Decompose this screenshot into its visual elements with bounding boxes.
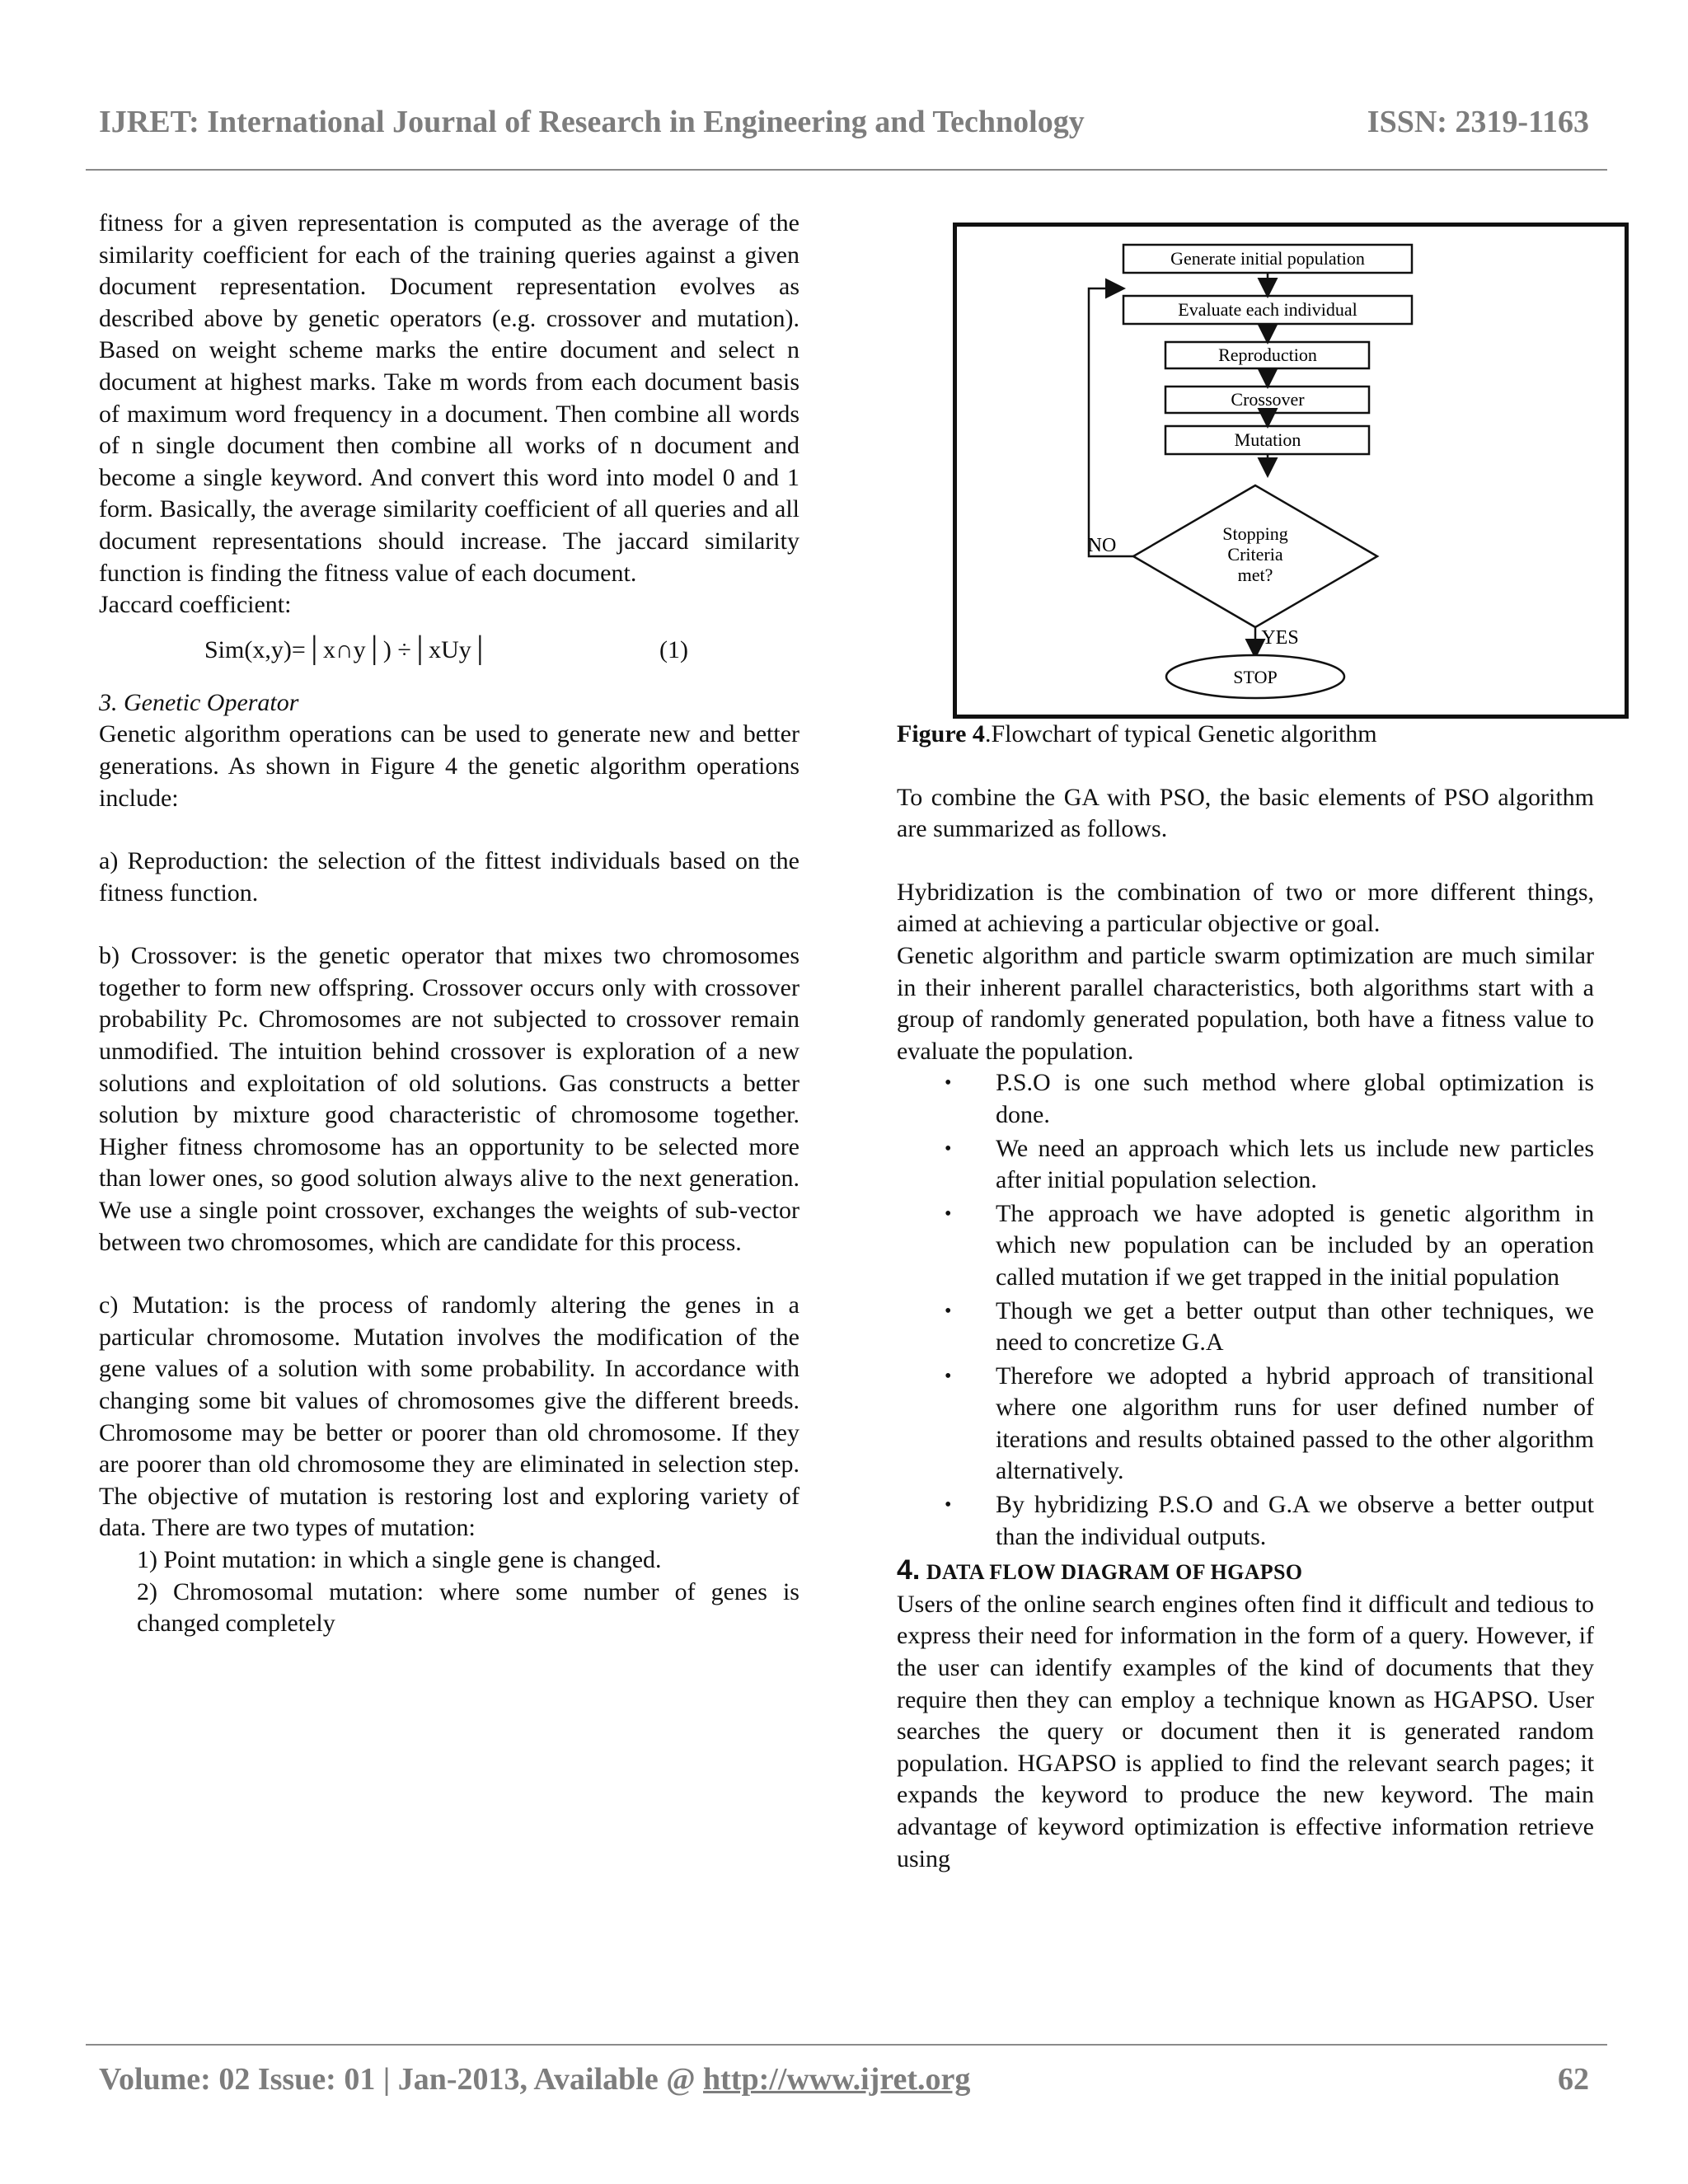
left-column (99, 208, 799, 1640)
svg-text:Reproduction: Reproduction (1218, 344, 1317, 365)
bullet-icon: • (945, 1365, 952, 1387)
svg-text:Evaluate each individual: Evaluate each individual (1178, 299, 1357, 320)
equation-number: (1) (659, 635, 688, 663)
issn-number: ISSN: 2319-1163 (1367, 105, 1589, 139)
caption-label: Figure 4 (897, 720, 985, 748)
section-4-paragraph: Users of the online search engines often find it difficult and tedious to express their need for information in the form of a query. However, if the user can identify examples of the kind of documents that they require then they can employ a technique known as HGAPSO. User searches the query or document then it is generated random population. HGAPSO is applied to find the relevant search pages; it expands the keyword to produce the new keyword. The main advantage of keyword optimization is effective information retrieve using (897, 1590, 1594, 1872)
bullet-item: • We need an approach which lets us include new particles after initial population selection. (945, 1134, 1594, 1194)
mutation-type-point: 1) Point mutation: in which a single gene is changed. (137, 1545, 662, 1573)
figure-4-caption (897, 719, 1594, 751)
bullet-item: • Though we get a better output than other techniques, we need to concretize G.A (945, 1296, 1594, 1357)
no-label: NO (1087, 535, 1117, 556)
svg-text:Crossover: Crossover (1231, 389, 1305, 410)
bullet-icon: • (945, 1494, 952, 1516)
section-3-intro: Genetic algorithm operations can be used to generate new and better generations. As shown in Figure 4 the genetic algorithm operations include: (99, 720, 799, 812)
footer-rule (86, 2044, 1607, 2046)
bullet-icon: • (945, 1202, 952, 1225)
page-number: 62 (1558, 2062, 1589, 2097)
equation-text: Sim(x,y)=│x∩y│) ÷│xUy│ (204, 635, 490, 663)
crossover-paragraph: b) Crossover: is the genetic operator that mixes two chromosomes together to form new offspring. Crossover occurs only with crossover probability Pc. Chromosomes are not subjected to crossover remain unmodified. The intuition behind crossover is exploration of a new solutions and exploitation of old solutions. Gas constructs a better solution by mixture good characteristic of chromosome together. Higher fitness chromosome has an opportunity to be selected more than lower ones, so good solution always alive to the next generation. We use a single point crossover, exchanges the weights of sub-vector between two chromosomes, which are candidate for this process. (99, 942, 799, 1256)
right-column (897, 208, 1594, 1875)
caption-text: .Flowchart of typical Genetic algorithm (984, 720, 1377, 748)
flowchart-svg (957, 227, 1625, 715)
bullet-item: • Therefore we adopted a hybrid approach of transitional where one algorithm runs for user defined number of iterations and results obtained passed to the other algorithm alternatively. (945, 1361, 1594, 1485)
mutation-type-chromosomal: 2) Chromosomal mutation: where some number of genes is changed completely (137, 1577, 799, 1638)
running-header (99, 97, 1589, 147)
figure-4-flowchart (953, 223, 1629, 719)
mutation-paragraph: c) Mutation: is the process of randomly altering the genes in a particular chromosome. Mutation involves the modification of the gene values of a solution with some probability. In accordance with changing some bit values of chromosomes give the different breeds. Chromosome may be better or poorer than old chromosome. If they are poorer than old chromosome they are eliminated in selection step. The objective of mutation is restoring lost and exploring variety of data. There are two types of mutation: (99, 1291, 799, 1542)
running-footer (99, 2056, 1589, 2102)
hybridization-paragraph: Hybridization is the combination of two or more different things, aimed at achieving a particular objective or goal. (897, 878, 1594, 938)
fitness-paragraph: fitness for a given representation is computed as the average of the similarity coefficient for each of the training queries against a given document representation. Document representation evolves as described above by genetic operators (e.g. crossover and mutation). Based on weight scheme marks the entire document and select n document at highest marks. Take m words from each document basis of maximum word frequency in a document. Then combine all words of n single document then combine all works of n document and become a single keyword. And convert this word into model 0 and 1 form. Basically, the average similarity coefficient of all queries and all document representations should increase. The jaccard similarity function is finding the fitness value of each document. (99, 209, 799, 587)
bullet-icon: • (945, 1072, 952, 1094)
jaccard-equation (99, 631, 799, 673)
step-evaluate-individual (1123, 296, 1412, 324)
bullet-item: • The approach we have adopted is genetic algorithm in which new population can be included by an operation called mutation if we get trapped in the initial population (945, 1199, 1594, 1291)
journal-link[interactable]: http://www.ijret.org (703, 2062, 971, 2097)
yes-label: YES (1261, 627, 1299, 649)
journal-title: IJRET: International Journal of Research in Engineering and Technology (99, 105, 1085, 139)
svg-text:Generate initial population: Generate initial population (1170, 248, 1365, 269)
ga-pso-paragraph: Genetic algorithm and particle swarm optimization are much similar in their inherent parallel characteristics, both algorithms start with a group of randomly generated population, both have a fitness value to evaluate the population. (897, 941, 1594, 1065)
section-3-title: 3. Genetic Operator (99, 688, 299, 716)
bullet-item: • By hybridizing P.S.O and G.A we observe a better output than the individual outputs. (945, 1491, 1594, 1550)
svg-text:Stopping: Stopping (1222, 523, 1288, 544)
step-reproduction (1165, 342, 1369, 368)
jaccard-label: Jaccard coefficient: (99, 591, 292, 619)
svg-text:STOP: STOP (1233, 667, 1278, 687)
step-mutation (1165, 426, 1369, 454)
combine-paragraph: To combine the GA with PSO, the basic elements of PSO algorithm are summarized as follows. (897, 783, 1594, 843)
svg-text:Criteria: Criteria (1227, 544, 1283, 565)
bullet-icon: • (945, 1137, 952, 1160)
bullet-item: • P.S.O is one such method where global optimization is done. (945, 1069, 1594, 1128)
terminal-stop (1166, 655, 1344, 698)
approach-bullet-list (897, 1067, 1594, 1553)
section-4-title: 4. DATA FLOW DIAGRAM OF HGAPSO (897, 1554, 1303, 1586)
step-crossover (1165, 387, 1369, 413)
mutation-types-list (99, 1544, 799, 1640)
step-generate-population (1123, 245, 1412, 273)
volume-info: Volume: 02 Issue: 01 | Jan-2013, Available @ http://www.ijret.org (99, 2062, 971, 2097)
svg-text:met?: met? (1237, 565, 1273, 585)
bullet-icon: • (945, 1300, 952, 1322)
reproduction-paragraph: a) Reproduction: the selection of the fittest individuals based on the fitness function. (99, 847, 799, 907)
decision-stopping-criteria (1133, 485, 1377, 627)
svg-text:Mutation: Mutation (1234, 429, 1301, 450)
header-rule (86, 169, 1607, 171)
